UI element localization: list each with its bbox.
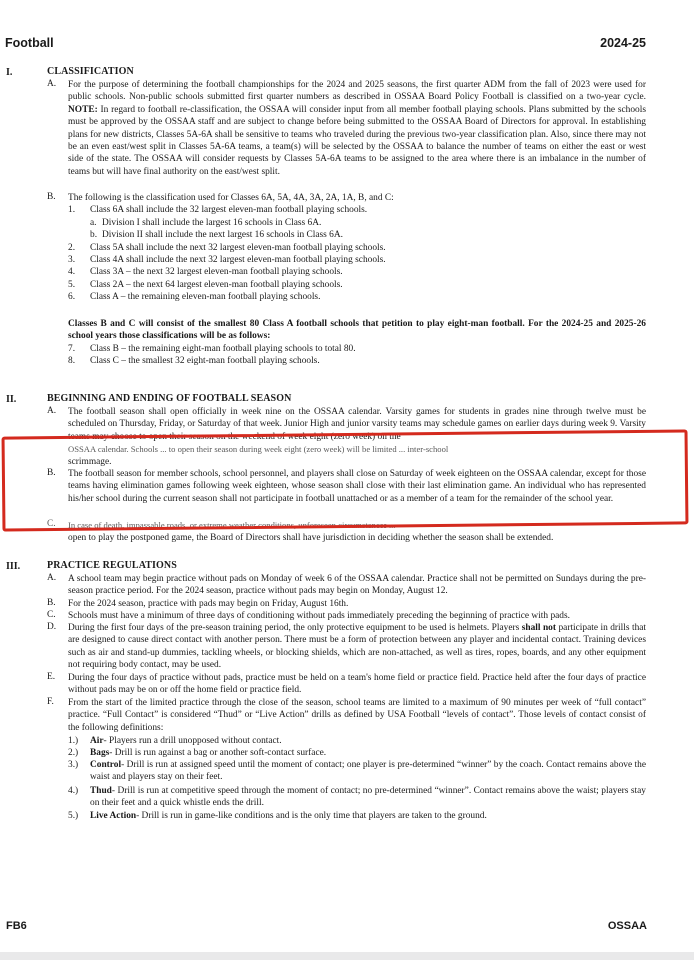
s1-list-text: Division II shall include the next largest 16 schools in Class 6A. xyxy=(102,230,343,240)
s2-a-end: scrimmage. xyxy=(68,457,112,467)
s1-list-num: 2. xyxy=(68,243,76,253)
s1-list-text: Class 2A – the next 64 largest eleven-man football playing schools. xyxy=(90,280,343,290)
section-2-number: II. xyxy=(6,394,17,405)
s1-list-text: Class 4A shall include the next 32 largest eleven-man football playing schools. xyxy=(90,255,386,265)
s3-d-text-part2: participate in drills that are designed to cause direct contact with another person. There must be a form of protection between any player and incidental contact. Training devices such as air and stand-up dummies, tackling wheels, or blocking shields, which are non-attached, as well as tires, ropes, boards, and any other equipment not requiring body contact, may be used. xyxy=(68,623,647,671)
level-text: - Drill is run against a bag or another soft-contact surface. xyxy=(109,748,327,758)
level-text: - Players run a drill unopposed without contact. xyxy=(103,736,282,746)
s1-list-num: 5. xyxy=(68,280,76,290)
level-text: - Drill is run in game-like conditions and is the only time that players are taken to the ground. xyxy=(136,811,487,821)
s2-c-end: open to play the postponed game, the Board of Directors shall have jurisdiction in deciding whether the season shall be extended. xyxy=(68,533,554,543)
s1-a-label: A. xyxy=(47,79,57,89)
s1-list-num: 1. xyxy=(68,205,76,215)
s1-list-num: a. xyxy=(90,218,97,228)
level-text: - Drill is run at competitive speed through the moment of contact; no pre-determined “winner”. Contact remains above the waist; players stay on their feet and a quick whistle ends the drill. xyxy=(90,786,646,809)
s1-a-note-label: NOTE: xyxy=(68,104,98,115)
s3-f-text: From the start of the limited practice through the close of the season, school teams are limited to a maximum of 90 minutes per week of “full contact” practice. “Full Contact” is considered “Thud” or “Live Action” drills as defined by USA Football “levels of contact”. Those levels of contact consist of the following definitions: xyxy=(68,698,646,733)
s1-list-text: Division I shall include the largest 16 schools in Class 6A. xyxy=(102,218,322,228)
header-year: 2024-25 xyxy=(600,36,646,50)
level-num: 2.) xyxy=(68,748,79,758)
level-text: - Drill is run at assigned speed until the moment of contact; one player is pre-determined “winner” by the coach. Contact remains above the waist and players stay on their feet. xyxy=(90,760,646,783)
s1-list2-num: 7. xyxy=(68,344,76,354)
s3-e-text: During the four days of practice without pads, practice must be held on a team's home field or practice field. Practice held after the four days of practice without pads may be on or off the home field or practice field. xyxy=(68,673,646,696)
s2-a-obscured-line: OSSAA calendar. Schools ... to open their season during week eight (zero week) will be limited ... inter-school xyxy=(68,444,449,454)
header-sport: Football xyxy=(5,36,54,50)
s3-d-label: D. xyxy=(47,622,57,632)
level-item xyxy=(90,810,487,822)
s3-f-label: F. xyxy=(47,697,54,707)
s3-a-label: A. xyxy=(47,573,57,583)
s2-c-obscured-line: In case of death, impassable roads, or extreme weather conditions, unforeseen circumstances ... xyxy=(68,520,396,530)
s3-a-text: A school team may begin practice without pads on Monday of week 6 of the OSSAA calendar. Practice shall not be permitted on Sundays during the pre-season practice period. For the 2024 season, practice without pads may begin on Monday, August 12. xyxy=(68,574,646,597)
s3-d-text-part1: During the first four days of the pre-season training period, the only protective equipment to be used is helmets. Players xyxy=(68,623,520,633)
section-3-number: III. xyxy=(6,561,21,572)
s1-list-text: Class 3A – the next 32 largest eleven-man football playing schools. xyxy=(90,267,343,277)
s1-list-num: 4. xyxy=(68,267,76,277)
s1-list-text: Class 5A shall include the next 32 largest eleven-man football playing schools. xyxy=(90,243,386,253)
s2-b-label: B. xyxy=(47,468,56,478)
level-term: Live Action xyxy=(90,811,137,821)
section-1-number: I. xyxy=(6,67,13,78)
s1-list2-text: Class B – the remaining eight-man football playing schools to total 80. xyxy=(90,344,356,354)
s3-c-label: C. xyxy=(47,610,56,620)
section-3-title: PRACTICE REGULATIONS xyxy=(47,560,177,571)
level-num: 4.) xyxy=(68,786,79,796)
s3-d-text xyxy=(68,622,646,672)
bottom-strip xyxy=(0,952,694,960)
level-term: Bags xyxy=(90,748,110,758)
level-item xyxy=(90,735,282,747)
footer-page-code: FB6 xyxy=(6,920,27,932)
s1-list-num: b. xyxy=(90,230,98,240)
section-1-title: CLASSIFICATION xyxy=(47,66,134,77)
s2-a-text: The football season shall open officially in week nine on the OSSAA calendar. Varsity games for students in grades nine through twelve must be scheduled on Thursday, Friday, or Saturday of that week. Junior High and junior varsity teams may schedule games on earlier days during week 9. Varsity teams may choose to open their season on the weekend of week eight (zero week) on the xyxy=(68,407,646,442)
s3-e-label: E. xyxy=(47,672,56,682)
level-term: Air xyxy=(90,736,104,746)
level-num: 5.) xyxy=(68,811,79,821)
s1-list-num: 6. xyxy=(68,292,76,302)
s2-b-text: The football season for member schools, school personnel, and players shall close on Saturday of week eighteen on the OSSAA calendar, except for those teams having elimination games following week eighteen, whose season shall close with their last elimination game. An individual who has represented his/her school during the current season shall not participate in football unattached or as a member of a team for the remainder of the school year. xyxy=(68,469,646,504)
s3-b-label: B. xyxy=(47,598,56,608)
level-item xyxy=(90,759,646,784)
s2-a-label: A. xyxy=(47,406,57,416)
level-item xyxy=(90,747,326,759)
level-item xyxy=(90,785,646,810)
s2-c-label: C. xyxy=(47,519,56,529)
footer-org: OSSAA xyxy=(607,920,647,932)
s3-b-text: For the 2024 season, practice with pads may begin on Friday, August 16th. xyxy=(68,599,349,609)
s1-list-text: Class 6A shall include the 32 largest eleven-man football playing schools. xyxy=(90,205,368,215)
s1-list-text: Class A – the remaining eleven-man football playing schools. xyxy=(90,292,321,302)
level-term: Control xyxy=(90,760,122,770)
s3-d-emphasis: shall not xyxy=(521,623,556,633)
s1-a-text-part1: For the purpose of determining the football championships for the 2024 and 2025 seasons, the first quarter ADM from the fall of 2023 were used for public schools. Non-public schools submitted first quarter numbers as described in OSSAA Board Policy Football is classified on a two-year cycle. xyxy=(68,80,646,103)
s1-list-num: 3. xyxy=(68,255,76,265)
section-2-title: BEGINNING AND ENDING OF FOOTBALL SEASON xyxy=(47,393,292,404)
level-num: 3.) xyxy=(68,760,79,770)
s1-eight-man-note: Classes B and C will consist of the smallest 80 Class A football schools that petition to play eight-man football. For the 2024-25 and 2025-26 school years those classifications will be as follows: xyxy=(68,319,646,342)
s1-list2-text: Class C – the smallest 32 eight-man football playing schools. xyxy=(90,356,320,366)
level-term: Thud xyxy=(90,786,112,796)
s1-a-text xyxy=(68,79,646,178)
s1-list2-num: 8. xyxy=(68,356,76,366)
s1-a-text-part2: In regard to football re-classification, the OSSAA will consider input from all member football playing schools. Plans submitted by the schools must be approved by the OSSAA staff and are subject to change before being submitted to the OSSAA Board of Directors for approval. In establishing plans for new districts, Classes 5A-6A shall be sensitive to teams who traveled during the previous two-year classification plan. Also, since there may not be an even east/west split in Classes 5A-6A teams, a team(s) will be selected by the OSSAA to balance the number of teams on either the east or west side of the state. The OSSAA will consider requests by Classes 5A-6A teams to be assigned to the area where there is an imbalance in the number of teams but will have final authority on the east/west split. xyxy=(68,104,646,177)
level-num: 1.) xyxy=(68,736,79,746)
s3-c-text: Schools must have a minimum of three days of conditioning without pads immediately preceding the beginning of practice with pads. xyxy=(68,611,570,621)
s1-b-text: The following is the classification used for Classes 6A, 5A, 4A, 3A, 2A, 1A, B, and C: xyxy=(68,193,394,203)
s1-b-label: B. xyxy=(47,192,56,202)
